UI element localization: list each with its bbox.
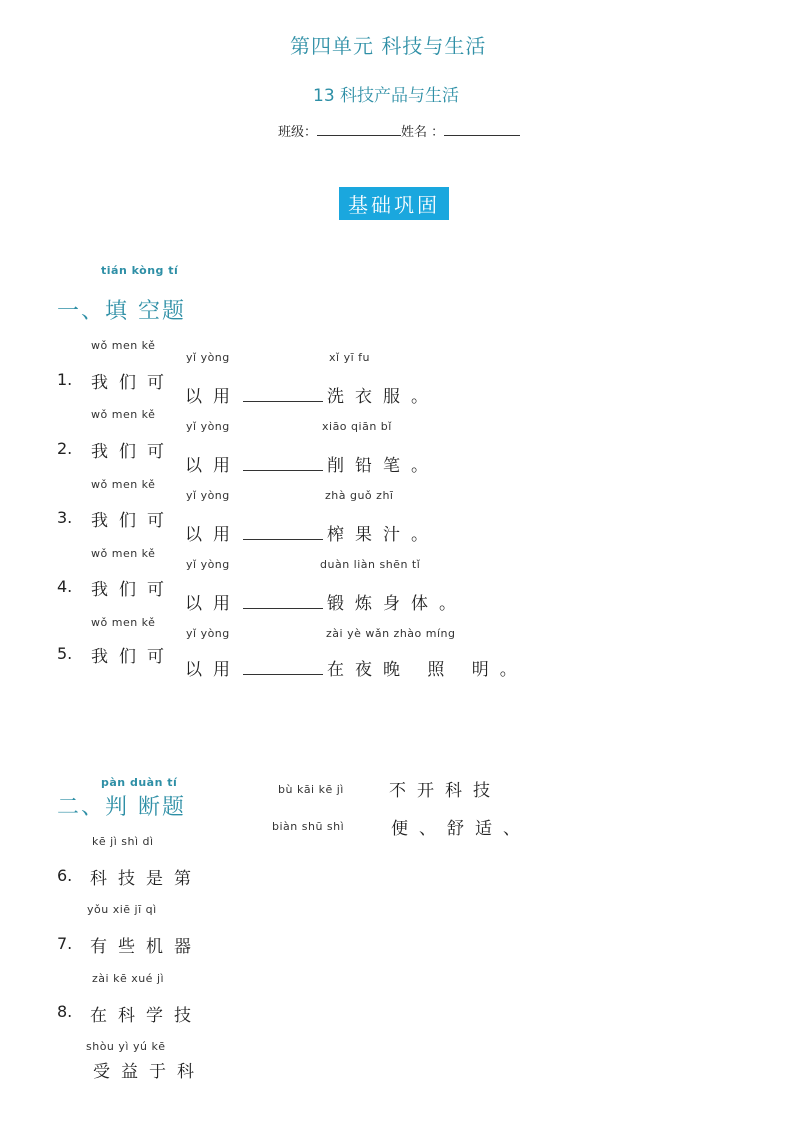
q1-text-a: 我们可	[91, 373, 175, 393]
q2-text-a: 我们可	[91, 442, 175, 462]
q5-text-c: 在夜晚 照 明。	[327, 660, 528, 680]
student-info	[278, 121, 520, 140]
q5-number: 5.	[57, 644, 73, 663]
q5-answer-blank[interactable]	[243, 660, 323, 675]
q2-pinyin-a: wǒ men kě	[91, 408, 156, 421]
q1-pinyin-a: wǒ men kě	[91, 339, 156, 352]
q3-text-c: 榨果汁。	[327, 525, 439, 545]
q4-text-c: 锻炼身体。	[327, 594, 467, 614]
q2-text-b-group	[185, 451, 323, 476]
q3-answer-blank[interactable]	[243, 525, 323, 540]
q2-pinyin-b: yǐ yòng	[186, 420, 230, 433]
class-blank[interactable]	[317, 121, 401, 136]
section2-side-text-2: 便、舒适、	[391, 819, 531, 839]
q7-text: 有些机器	[90, 937, 202, 957]
q1-text-b: 以用	[185, 387, 241, 407]
name-label: 姓名 ：	[401, 125, 445, 140]
q2-answer-blank[interactable]	[243, 456, 323, 471]
q4-pinyin-b: yǐ yòng	[186, 558, 230, 571]
q6-pinyin: kē jì shì dì	[92, 835, 154, 848]
name-blank[interactable]	[444, 121, 520, 136]
q7-number: 7.	[57, 934, 73, 953]
q1-number: 1.	[57, 370, 73, 389]
q1-answer-blank[interactable]	[243, 387, 323, 402]
q1-text-c: 洗衣服。	[327, 387, 439, 407]
q3-text-b: 以用	[185, 525, 241, 545]
q8-number: 8.	[57, 1002, 73, 1021]
q4-text-b: 以用	[185, 594, 241, 614]
section2-side-text-1: 不开科技	[389, 781, 501, 801]
q4-text-a: 我们可	[91, 580, 175, 600]
section2-title: 二、判 断题	[57, 795, 186, 820]
section1-pinyin: tián kòng tí	[101, 264, 179, 277]
q5-pinyin-a: wǒ men kě	[91, 616, 156, 629]
section2-pinyin: pàn duàn tí	[101, 776, 178, 789]
q4-answer-blank[interactable]	[243, 594, 323, 609]
q4-pinyin-a: wǒ men kě	[91, 547, 156, 560]
q1-pinyin-b: yǐ yòng	[186, 351, 230, 364]
q4-text-b-group	[185, 589, 323, 614]
q6-number: 6.	[57, 866, 73, 885]
section1-title: 一、填 空题	[57, 299, 186, 324]
q3-text-a: 我们可	[91, 511, 175, 531]
basic-consolidation-badge: 基础巩固	[339, 187, 449, 220]
q5-text-a: 我们可	[91, 647, 175, 667]
section2-side-pinyin-2: biàn shū shì	[272, 820, 345, 833]
q6-text: 科技是第	[90, 869, 202, 889]
q9-pinyin: shòu yì yú kē	[86, 1040, 166, 1053]
q3-pinyin-c: zhà guǒ zhī	[325, 489, 394, 502]
q1-text-b-group	[185, 382, 323, 407]
lesson-title: 13 科技产品与生活	[313, 86, 460, 106]
q4-pinyin-c: duàn liàn shēn tǐ	[320, 558, 421, 571]
q8-pinyin: zài kē xué jì	[92, 972, 165, 985]
q2-pinyin-c: xiāo qiān bǐ	[322, 420, 392, 433]
q4-number: 4.	[57, 577, 73, 596]
q5-text-b: 以用	[185, 660, 241, 680]
q5-text-b-group	[185, 655, 323, 680]
q3-text-b-group	[185, 520, 323, 545]
q3-pinyin-b: yǐ yòng	[186, 489, 230, 502]
q2-number: 2.	[57, 439, 73, 458]
q2-text-b: 以用	[185, 456, 241, 476]
q8-text: 在科学技	[90, 1006, 202, 1026]
q1-pinyin-c: xǐ yī fu	[329, 351, 370, 364]
section2-side-pinyin-1: bù kāi kē jì	[278, 783, 344, 796]
q7-pinyin: yǒu xiē jī qì	[87, 903, 157, 916]
class-label: 班级：	[278, 125, 318, 140]
q9-text: 受益于科	[93, 1062, 205, 1082]
q5-pinyin-b: yǐ yòng	[186, 627, 230, 640]
q5-pinyin-c: zài yè wǎn zhào míng	[326, 627, 456, 640]
q3-pinyin-a: wǒ men kě	[91, 478, 156, 491]
unit-title: 第四单元 科技与生活	[290, 34, 487, 58]
q3-number: 3.	[57, 508, 73, 527]
q2-text-c: 削铅笔。	[327, 456, 439, 476]
